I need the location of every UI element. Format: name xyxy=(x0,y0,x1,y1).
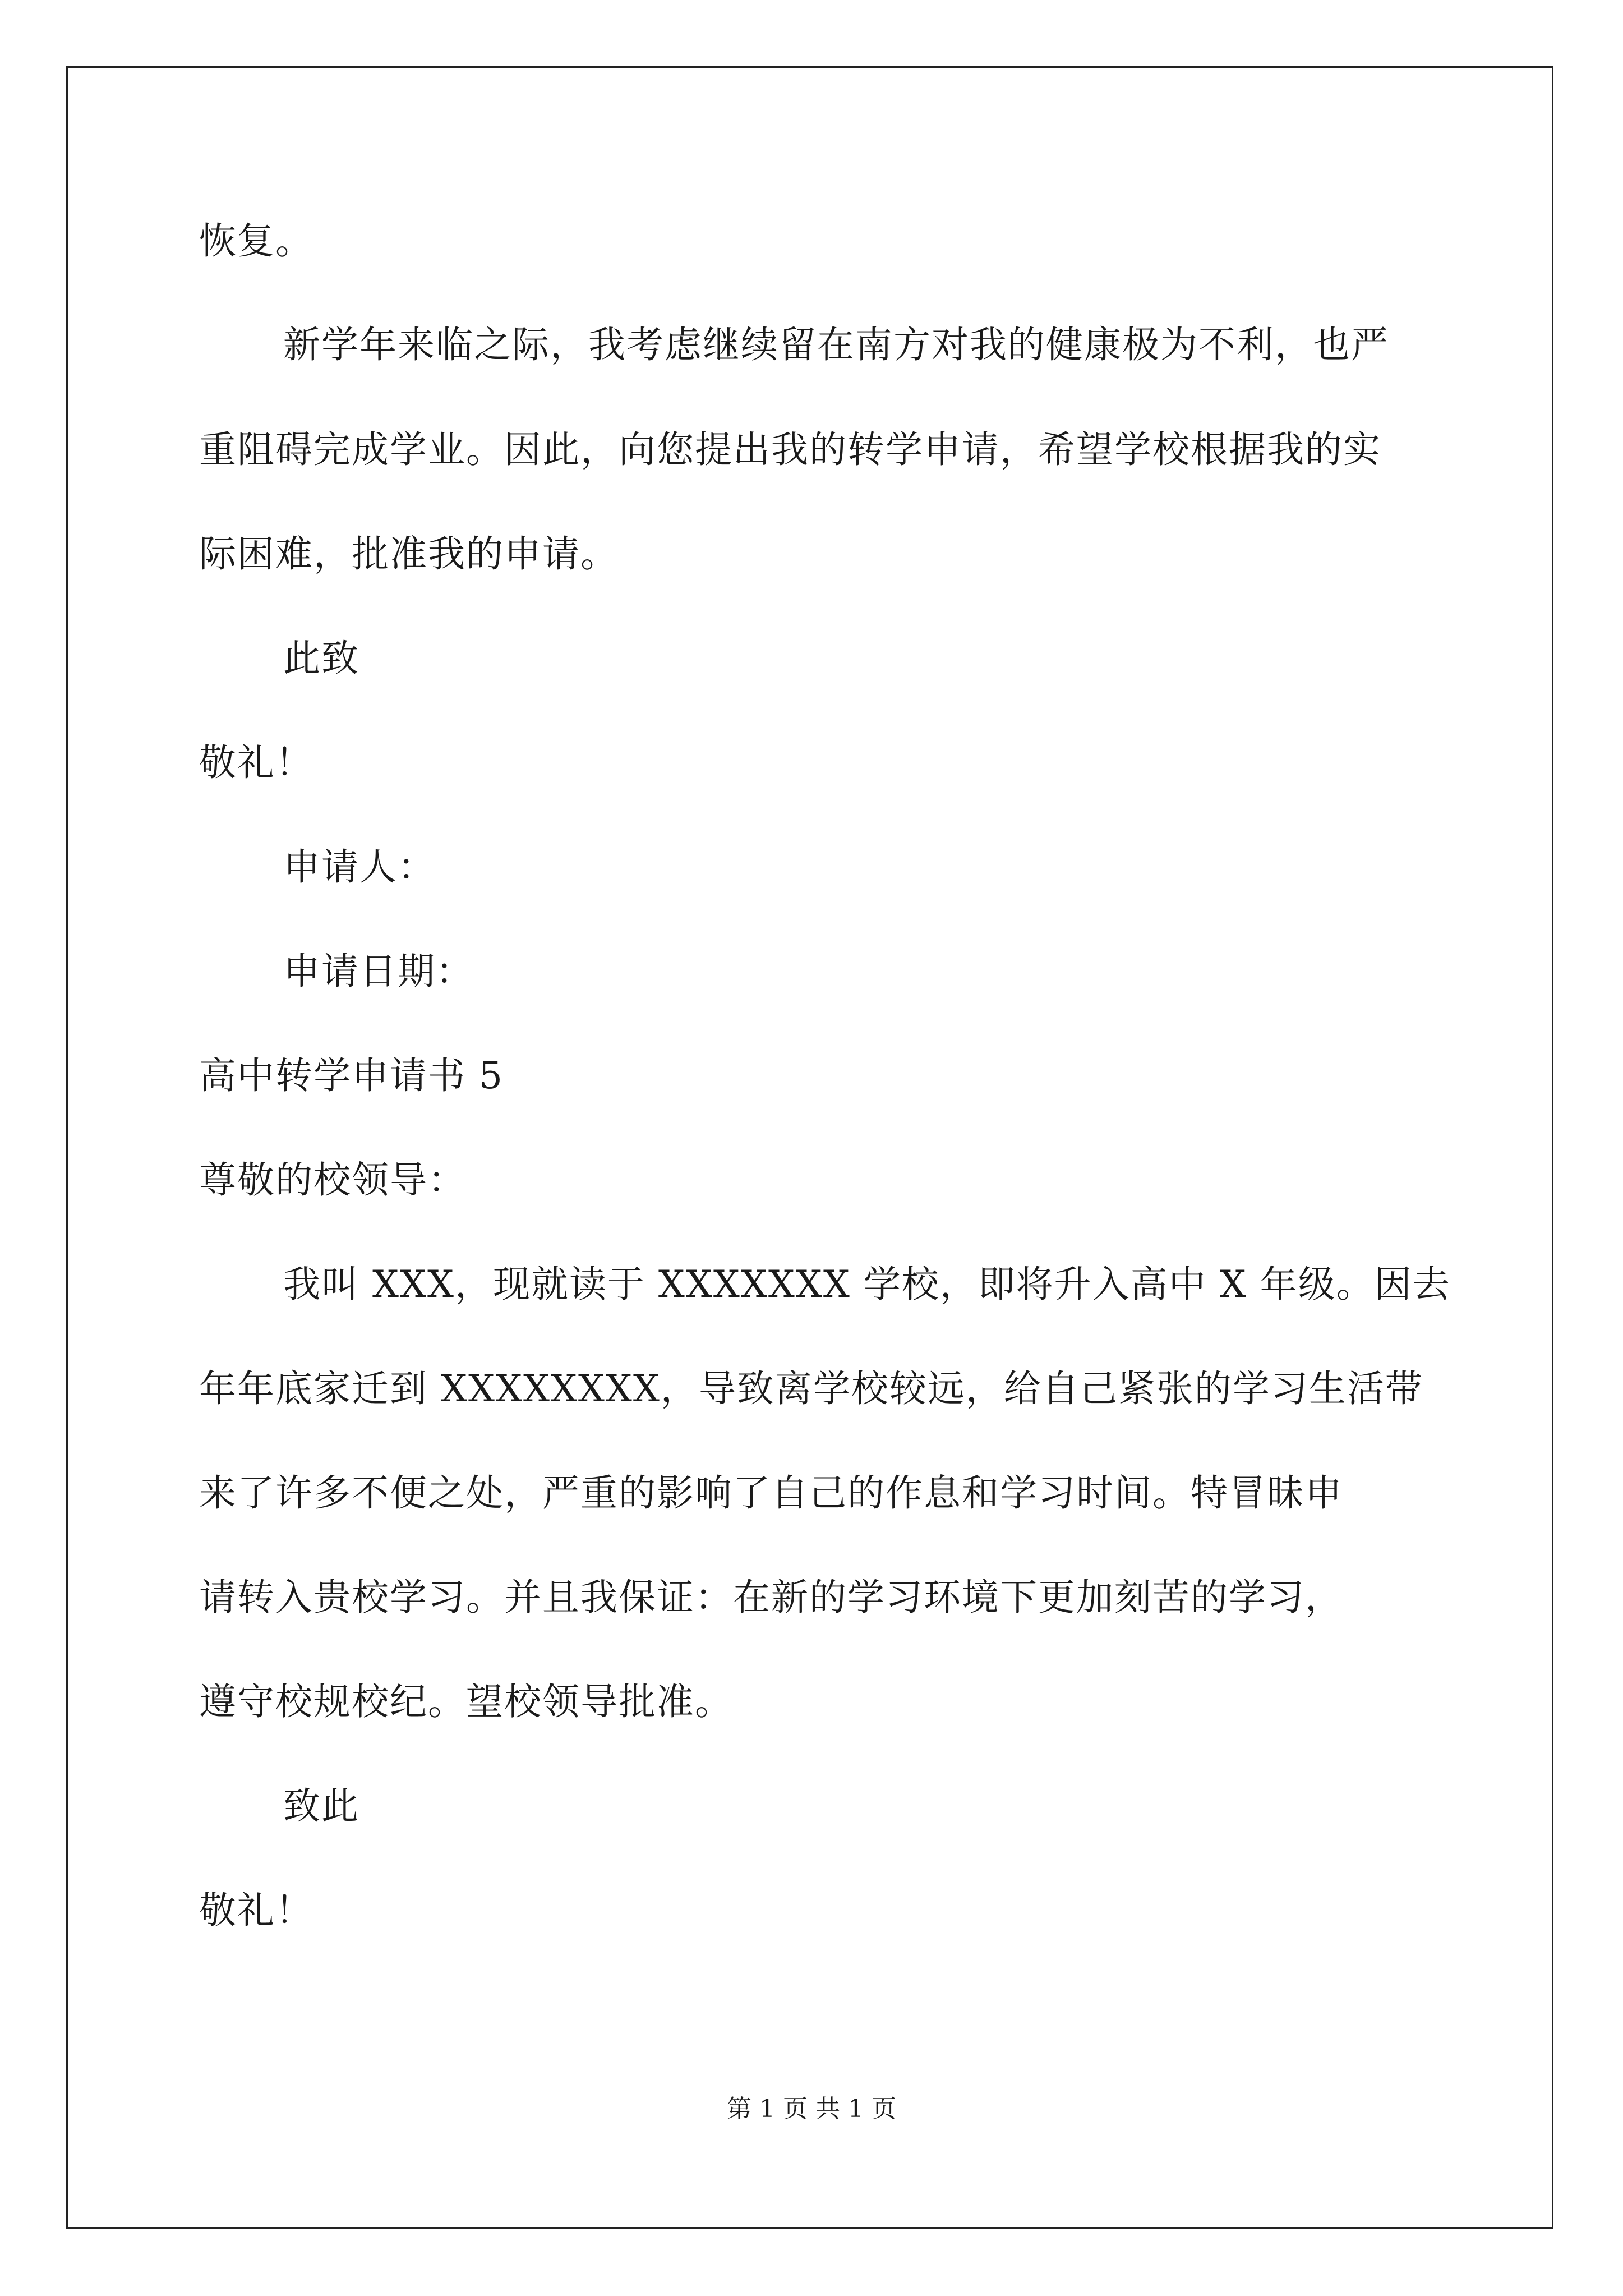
paragraph-line: 年年底家迁到 XXXXXXXX，导致离学校较远，给自己紧张的学习生活带 xyxy=(199,1367,1423,1410)
closing-phrase: 致此 xyxy=(283,1784,359,1828)
paragraph-line: 际困难，批准我的申请。 xyxy=(199,532,619,576)
paragraph-line: 请转入贵校学习。并且我保证：在新的学习环境下更加刻苦的学习， xyxy=(199,1576,1343,1619)
salutation: 敬礼！ xyxy=(199,1889,313,1932)
paragraph-line: 重阻碍完成学业。因此，向您提出我的转学申请，希望学校根据我的实 xyxy=(199,428,1381,471)
closing-phrase: 此致 xyxy=(283,637,359,680)
paragraph-line: 来了许多不便之处，严重的影响了自己的作息和学习时间。特冒昧申 xyxy=(199,1471,1343,1515)
application-date-label: 申请日期： xyxy=(283,950,474,993)
salutation: 敬礼！ xyxy=(199,741,313,784)
text-line-restore: 恢复。 xyxy=(199,219,313,263)
applicant-label: 申请人： xyxy=(283,845,436,889)
paragraph-line: 新学年来临之际，我考虑继续留在南方对我的健康极为不利，也严 xyxy=(283,323,1389,366)
paragraph-line: 遵守校规校纪。望校领导批准。 xyxy=(199,1680,733,1723)
paragraph-line: 我叫 XXX，现就读于 XXXXXXX 学校，即将升入高中 X 年级。因去 xyxy=(283,1263,1451,1306)
section-title: 高中转学申请书 5 xyxy=(199,1054,504,1097)
greeting: 尊敬的校领导： xyxy=(199,1158,466,1202)
page-footer: 第 1 页 共 1 页 xyxy=(727,2095,896,2123)
